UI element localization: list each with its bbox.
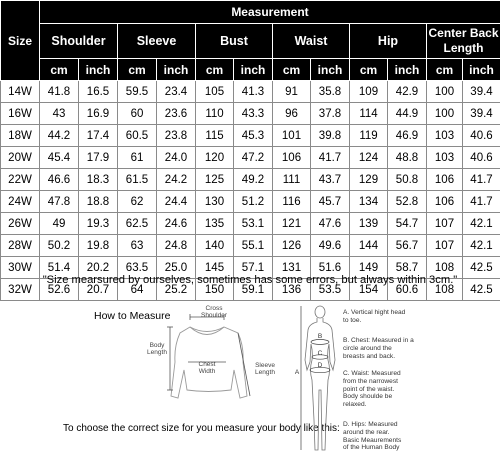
table-cell: 64	[118, 279, 157, 301]
table-row	[1, 125, 500, 147]
sleeve-length-label-line2: Length	[255, 369, 275, 376]
table-cell: 150	[196, 279, 234, 301]
table-cell: 144	[350, 235, 388, 257]
size-cell: 28W	[1, 235, 40, 257]
table-cell: 130	[196, 191, 234, 213]
table-row	[1, 213, 500, 235]
table-cell: 16.5	[79, 81, 118, 103]
table-cell: 42.9	[388, 81, 427, 103]
table-cell: 60.5	[118, 125, 157, 147]
sleeve-length-line	[238, 333, 250, 396]
cross-shoulder-label-line2: Shoulder	[200, 312, 228, 319]
table-cell: 100	[427, 81, 463, 103]
table-cell: 51.6	[311, 257, 350, 279]
table-cell: 96	[273, 103, 311, 125]
table-cell: 23.8	[157, 125, 196, 147]
table-cell: 62.5	[118, 213, 157, 235]
human-body-figure	[290, 300, 350, 458]
table-cell: 129	[350, 169, 388, 191]
unit-header: cm	[196, 59, 234, 81]
unit-header: cm	[273, 59, 311, 81]
table-cell: 19.8	[79, 235, 118, 257]
marker-c: C	[317, 350, 323, 357]
table-cell: 60.6	[388, 279, 427, 301]
table-cell: 42.5	[463, 279, 500, 301]
table-cell: 49	[40, 213, 79, 235]
table-cell: 42.1	[463, 213, 500, 235]
table-cell: 103	[427, 147, 463, 169]
column-header-hip: Hip	[350, 24, 427, 59]
table-cell: 41.3	[234, 81, 273, 103]
table-cell: 59.5	[118, 81, 157, 103]
table-cell: 135	[196, 213, 234, 235]
sleeve-length-label-line1: Sleeve	[255, 362, 275, 369]
table-cell: 121	[273, 213, 311, 235]
measurement-header: Measurement	[40, 1, 500, 24]
marker-a: A	[294, 369, 300, 376]
table-cell: 47.8	[40, 191, 79, 213]
table-cell: 42.5	[463, 257, 500, 279]
table-cell: 63.5	[118, 257, 157, 279]
size-cell: 30W	[1, 257, 40, 279]
table-cell: 154	[350, 279, 388, 301]
table-cell: 124	[350, 147, 388, 169]
annotation-a: A. Vertical hight head to toe.	[343, 309, 406, 324]
unit-header: inch	[311, 59, 350, 81]
table-cell: 54.7	[388, 213, 427, 235]
table-cell: 43.3	[234, 103, 273, 125]
size-disclaimer-note: "Size mearsured by ourselves, sometimes has some errors, but always within 3cm."	[42, 274, 458, 286]
body-length-label-line2: Length	[147, 349, 167, 356]
table-cell: 49.6	[311, 235, 350, 257]
table-cell: 20.7	[79, 279, 118, 301]
table-cell: 41.7	[463, 169, 500, 191]
table-cell: 25.0	[157, 257, 196, 279]
unit-header: cm	[427, 59, 463, 81]
table-cell: 51.2	[234, 191, 273, 213]
table-cell: 41.7	[463, 191, 500, 213]
table-cell: 56.7	[388, 235, 427, 257]
chest-width-label-line1: Chest	[198, 361, 216, 368]
body-length-label-line1: Body	[149, 342, 165, 349]
table-cell: 24.6	[157, 213, 196, 235]
table-row	[1, 235, 500, 257]
table-cell: 114	[350, 103, 388, 125]
unit-header: inch	[79, 59, 118, 81]
table-cell: 50.2	[40, 235, 79, 257]
table-cell: 45.4	[40, 147, 79, 169]
table-cell: 17.4	[79, 125, 118, 147]
table-cell: 18.3	[79, 169, 118, 191]
table-cell: 50.8	[388, 169, 427, 191]
table-cell: 41.7	[311, 147, 350, 169]
unit-header: cm	[118, 59, 157, 81]
table-cell: 106	[273, 147, 311, 169]
table-cell: 110	[196, 103, 234, 125]
table-cell: 42.1	[463, 235, 500, 257]
table-cell: 25.2	[157, 279, 196, 301]
table-cell: 39.8	[311, 125, 350, 147]
unit-header: inch	[463, 59, 500, 81]
table-cell: 24.8	[157, 235, 196, 257]
annotation-c: C. Waist: Measured from the narrowest point of the waist. Body shoulde be relaxed.	[343, 370, 401, 409]
table-cell: 100	[427, 103, 463, 125]
table-cell: 106	[427, 191, 463, 213]
table-cell: 35.8	[311, 81, 350, 103]
table-row	[1, 191, 500, 213]
table-cell: 40.6	[463, 147, 500, 169]
table-cell: 48.8	[388, 147, 427, 169]
table-cell: 116	[273, 191, 311, 213]
table-cell: 46.6	[40, 169, 79, 191]
table-cell: 44.2	[40, 125, 79, 147]
table-cell: 55.1	[234, 235, 273, 257]
table-cell: 20.2	[79, 257, 118, 279]
table-cell: 108	[427, 257, 463, 279]
size-cell: 24W	[1, 191, 40, 213]
table-cell: 39.4	[463, 81, 500, 103]
table-cell: 136	[273, 279, 311, 301]
marker-d: D	[317, 362, 323, 369]
size-cell: 26W	[1, 213, 40, 235]
size-cell: 14W	[1, 81, 40, 103]
table-cell: 39.4	[463, 103, 500, 125]
table-cell: 91	[273, 81, 311, 103]
cross-shoulder-label-line1: Cross	[205, 305, 223, 312]
table-cell: 40.6	[463, 125, 500, 147]
unit-header: cm	[40, 59, 79, 81]
table-cell: 23.6	[157, 103, 196, 125]
chest-width-label-line2: Width	[198, 368, 216, 375]
column-header-bust: Bust	[196, 24, 273, 59]
table-cell: 45.3	[234, 125, 273, 147]
annotation-d: D. Hips: Measured around the rear. Basic Meaurements of the Human Body	[343, 421, 402, 452]
table-cell: 149	[350, 257, 388, 279]
table-cell: 145	[196, 257, 234, 279]
table-cell: 18.8	[79, 191, 118, 213]
table-cell: 59.1	[234, 279, 273, 301]
unit-header: inch	[157, 59, 196, 81]
table-cell: 107	[427, 213, 463, 235]
table-cell: 49.2	[234, 169, 273, 191]
table-cell: 53.5	[311, 279, 350, 301]
table-row	[1, 81, 500, 103]
human-body-icon	[305, 306, 335, 450]
size-cell: 22W	[1, 169, 40, 191]
table-cell: 52.8	[388, 191, 427, 213]
table-cell: 37.8	[311, 103, 350, 125]
size-cell: 20W	[1, 147, 40, 169]
table-cell: 62	[118, 191, 157, 213]
table-cell: 24.4	[157, 191, 196, 213]
table-cell: 58.7	[388, 257, 427, 279]
table-cell: 61.5	[118, 169, 157, 191]
table-cell: 47.2	[234, 147, 273, 169]
how-to-measure-title: How to Measure	[94, 310, 171, 322]
table-cell: 45.7	[311, 191, 350, 213]
table-cell: 61	[118, 147, 157, 169]
table-cell: 109	[350, 81, 388, 103]
size-header: Size	[1, 1, 40, 81]
table-cell: 120	[196, 147, 234, 169]
unit-header: cm	[350, 59, 388, 81]
table-row	[1, 103, 500, 125]
table-cell: 41.8	[40, 81, 79, 103]
column-header-waist: Waist	[273, 24, 350, 59]
table-row	[1, 169, 500, 191]
annotation-b: B. Chest: Measured in a circle around the breasts and back.	[343, 337, 414, 360]
table-cell: 106	[427, 169, 463, 191]
marker-b: B	[317, 333, 323, 340]
table-cell: 126	[273, 235, 311, 257]
choose-size-instruction: To choose the correct size for you measure your body like this:	[63, 423, 340, 434]
table-cell: 23.4	[157, 81, 196, 103]
table-cell: 47.6	[311, 213, 350, 235]
table-cell: 17.9	[79, 147, 118, 169]
column-header-shoulder: Shoulder	[40, 24, 118, 59]
column-header-center-back-length: Center Back Length	[427, 24, 500, 59]
table-cell: 43	[40, 103, 79, 125]
table-cell: 24.0	[157, 147, 196, 169]
garment-measurement-diagram	[0, 300, 290, 420]
table-cell: 125	[196, 169, 234, 191]
table-cell: 131	[273, 257, 311, 279]
table-cell: 105	[196, 81, 234, 103]
table-cell: 53.1	[234, 213, 273, 235]
table-cell: 139	[350, 213, 388, 235]
table-cell: 24.2	[157, 169, 196, 191]
table-cell: 52.6	[40, 279, 79, 301]
size-cell: 16W	[1, 103, 40, 125]
table-cell: 19.3	[79, 213, 118, 235]
size-cell: 18W	[1, 125, 40, 147]
table-cell: 108	[427, 279, 463, 301]
table-row	[1, 147, 500, 169]
table-cell: 115	[196, 125, 234, 147]
table-cell: 57.1	[234, 257, 273, 279]
chest-circle	[311, 340, 329, 345]
size-cell: 32W	[1, 279, 40, 301]
table-cell: 103	[427, 125, 463, 147]
column-header-sleeve: Sleeve	[118, 24, 196, 59]
table-cell: 140	[196, 235, 234, 257]
table-cell: 60	[118, 103, 157, 125]
table-cell: 43.7	[311, 169, 350, 191]
table-cell: 101	[273, 125, 311, 147]
table-cell: 111	[273, 169, 311, 191]
table-cell: 44.9	[388, 103, 427, 125]
table-cell: 63	[118, 235, 157, 257]
table-cell: 119	[350, 125, 388, 147]
unit-header: inch	[234, 59, 273, 81]
table-cell: 107	[427, 235, 463, 257]
table-cell: 134	[350, 191, 388, 213]
table-cell: 16.9	[79, 103, 118, 125]
table-cell: 46.9	[388, 125, 427, 147]
table-cell: 51.4	[40, 257, 79, 279]
unit-header: inch	[388, 59, 427, 81]
